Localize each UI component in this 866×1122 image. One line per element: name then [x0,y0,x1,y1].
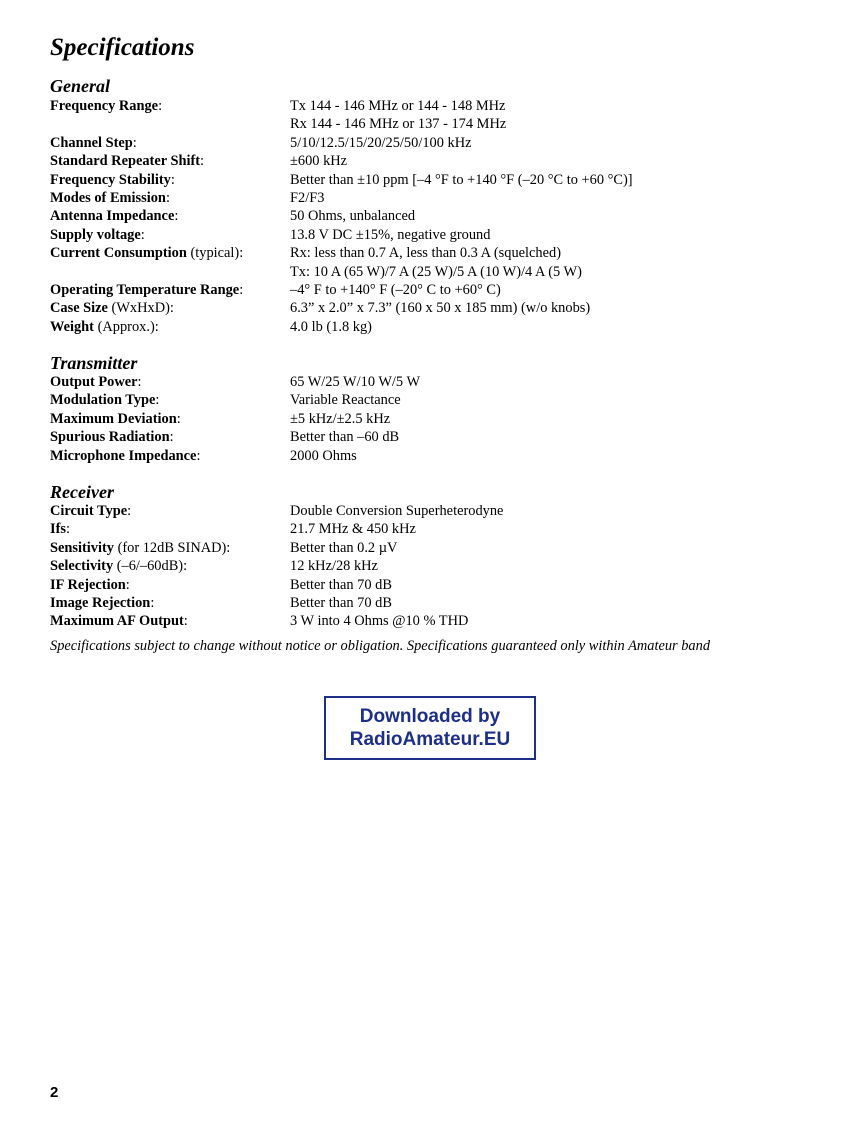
spec-row [50,539,830,557]
disclaimer: Specifications subject to change without notice or obligation. Specifications guaranteed only within Amateur band [50,638,711,654]
page-number: 2 [50,1084,59,1101]
spec-value [290,171,830,189]
spec-value-line: 3 W into 4 Ohms @10 % THD [290,613,469,630]
spec-label-text: Microphone Impedance [50,447,197,464]
spec-label-text: Supply voltage [50,226,141,243]
spec-label-text: Case Size [50,300,108,317]
section-heading-general: General [50,76,110,96]
spec-value [290,152,830,170]
spec-row [50,557,830,575]
spec-label-suffix: : [169,429,174,446]
spec-label-text: Output Power [50,374,138,390]
spec-value [290,318,830,336]
spec-label [50,391,290,409]
spec-label-suffix: (–6/–60dB): [113,558,188,575]
spec-label [50,281,290,299]
spec-value [290,428,830,446]
spec-value-line: 12 kHz/28 kHz [290,558,378,575]
spec-value [290,299,830,317]
spec-value-line: ±5 kHz/±2.5 kHz [290,410,391,427]
spec-list-receiver [50,502,830,631]
spec-value-line: 6.3” x 2.0” x 7.3” (160 x 50 x 185 mm) (w/o knobs) [290,300,591,317]
watermark-line-2: RadioAmateur.EU [349,729,511,750]
spec-label-text: Frequency Range [50,98,159,114]
spec-label-text: Standard Repeater Shift [50,153,201,170]
watermark-box [324,696,536,760]
spec-value [290,502,830,520]
spec-label [50,447,290,465]
spec-value [290,576,830,594]
spec-value-line: Better than 70 dB [290,595,392,612]
spec-label-text: Maximum AF Output [50,613,184,630]
spec-row [50,171,830,189]
spec-label-suffix: : [137,374,142,390]
spec-row [50,299,830,317]
spec-label-suffix: (Approx.): [93,318,159,335]
spec-value-line: Better than ±10 ppm [–4 °F to +140 °F (–20 °C to +60 °C)] [290,171,633,188]
spec-label-suffix: : [158,98,163,114]
spec-value [290,226,830,244]
spec-value [290,557,830,575]
spec-label-text: Frequency Stability [50,171,171,188]
spec-label [50,539,290,557]
spec-row [50,576,830,594]
spec-value-line: 50 Ohms, unbalanced [290,208,416,225]
spec-label-text: Ifs [50,521,66,538]
spec-label-suffix: : [174,208,179,225]
spec-value [290,97,830,134]
spec-label-text: Image Rejection [50,595,151,612]
spec-list-transmitter [50,373,830,465]
spec-list-general [50,97,830,336]
spec-label [50,373,290,391]
spec-row [50,594,830,612]
spec-value-line: Rx: less than 0.7 A, less than 0.3 A (squelched) [290,245,561,262]
spec-label [50,171,290,189]
spec-label-suffix: : [127,503,132,519]
spec-value-line: 4.0 lb (1.8 kg) [290,318,372,335]
page-title: Specifications [50,34,195,61]
spec-label [50,189,290,207]
spec-label [50,502,290,520]
spec-label [50,299,290,317]
spec-value [290,410,830,428]
spec-label [50,244,290,281]
spec-value [290,134,830,152]
spec-value [290,594,830,612]
spec-value-line: 5/10/12.5/15/20/25/50/100 kHz [290,134,472,151]
spec-row [50,447,830,465]
spec-label [50,520,290,538]
spec-row [50,152,830,170]
spec-value-line: Rx 144 - 146 MHz or 137 - 174 MHz [290,116,507,133]
spec-value-line: 21.7 MHz & 450 kHz [290,521,416,538]
spec-value [290,447,830,465]
spec-label [50,226,290,244]
spec-label-text: Maximum Deviation [50,410,177,427]
section-heading-receiver: Receiver [50,482,114,502]
spec-row [50,207,830,225]
spec-label-text: Channel Step [50,134,133,151]
spec-label-text: Current Consumption [50,245,187,262]
spec-value [290,539,830,557]
spec-label [50,207,290,225]
spec-label-suffix: : [150,595,155,612]
spec-label-suffix: : [196,447,201,464]
spec-row [50,410,830,428]
spec-label-suffix: : [239,282,244,298]
spec-label-suffix: : [66,521,70,538]
spec-value [290,373,830,391]
spec-row [50,244,830,281]
spec-label [50,410,290,428]
spec-row [50,281,830,299]
spec-label-text: Selectivity [50,558,114,575]
spec-label-text: Operating Temperature Range [50,282,240,298]
spec-label [50,576,290,594]
spec-label [50,557,290,575]
spec-value [290,391,830,409]
spec-value [290,520,830,538]
spec-label-suffix: : [183,613,188,630]
spec-label-suffix: : [176,410,181,427]
spec-value-line: Variable Reactance [290,392,401,409]
spec-value-line: Better than 0.2 µV [290,539,398,556]
spec-value-line: ±600 kHz [290,153,348,170]
spec-value [290,244,830,281]
spec-label-text: Spurious Radiation [50,429,170,446]
spec-value-line: F2/F3 [290,190,325,206]
spec-label [50,428,290,446]
spec-row [50,502,830,520]
spec-label-text: Antenna Impedance [50,208,175,225]
spec-value-line: Tx 144 - 146 MHz or 144 - 148 MHz [290,98,506,114]
spec-label-suffix: : [125,576,130,593]
spec-label-suffix: (typical): [186,245,244,262]
spec-row [50,97,830,134]
spec-label-text: Circuit Type [50,503,128,519]
spec-row [50,226,830,244]
spec-row [50,134,830,152]
spec-value [290,207,830,225]
spec-value-line: Better than 70 dB [290,576,392,593]
spec-label [50,612,290,630]
spec-value [290,189,830,207]
spec-label-text: Sensitivity [50,539,114,556]
spec-value-line: Tx: 10 A (65 W)/7 A (25 W)/5 A (10 W)/4 A (5 W) [290,263,582,280]
spec-label-text: IF Rejection [50,576,126,593]
spec-label [50,97,290,134]
spec-value [290,281,830,299]
spec-label [50,134,290,152]
spec-value-line: 13.8 V DC ±15%, negative ground [290,226,491,243]
spec-label-suffix: : [132,134,137,151]
spec-label-text: Weight [50,318,94,335]
spec-value-line: 2000 Ohms [290,447,357,464]
watermark-line-1: Downloaded by [359,706,501,727]
spec-label-suffix: : [155,392,160,409]
spec-row [50,391,830,409]
spec-label [50,318,290,336]
spec-label [50,594,290,612]
spec-row [50,373,830,391]
spec-value [290,612,830,630]
spec-label-suffix: (WxHxD): [107,300,174,317]
spec-label-suffix: (for 12dB SINAD): [113,539,231,556]
spec-value-line: Better than –60 dB [290,429,400,446]
spec-row [50,318,830,336]
spec-label-suffix: : [165,190,170,206]
spec-label [50,152,290,170]
spec-label-text: Modes of Emission [50,190,166,206]
spec-label-suffix: : [170,171,175,188]
spec-value-line: Double Conversion Superheterodyne [290,503,504,519]
spec-label-suffix: : [140,226,145,243]
spec-value-line: –4° F to +140° F (–20° C to +60° C) [290,282,501,298]
section-heading-transmitter: Transmitter [50,353,138,373]
spec-row [50,612,830,630]
spec-row [50,520,830,538]
spec-row [50,428,830,446]
spec-value-line: 65 W/25 W/10 W/5 W [290,374,421,390]
spec-label-suffix: : [200,153,205,170]
spec-row [50,189,830,207]
spec-label-text: Modulation Type [50,392,156,409]
